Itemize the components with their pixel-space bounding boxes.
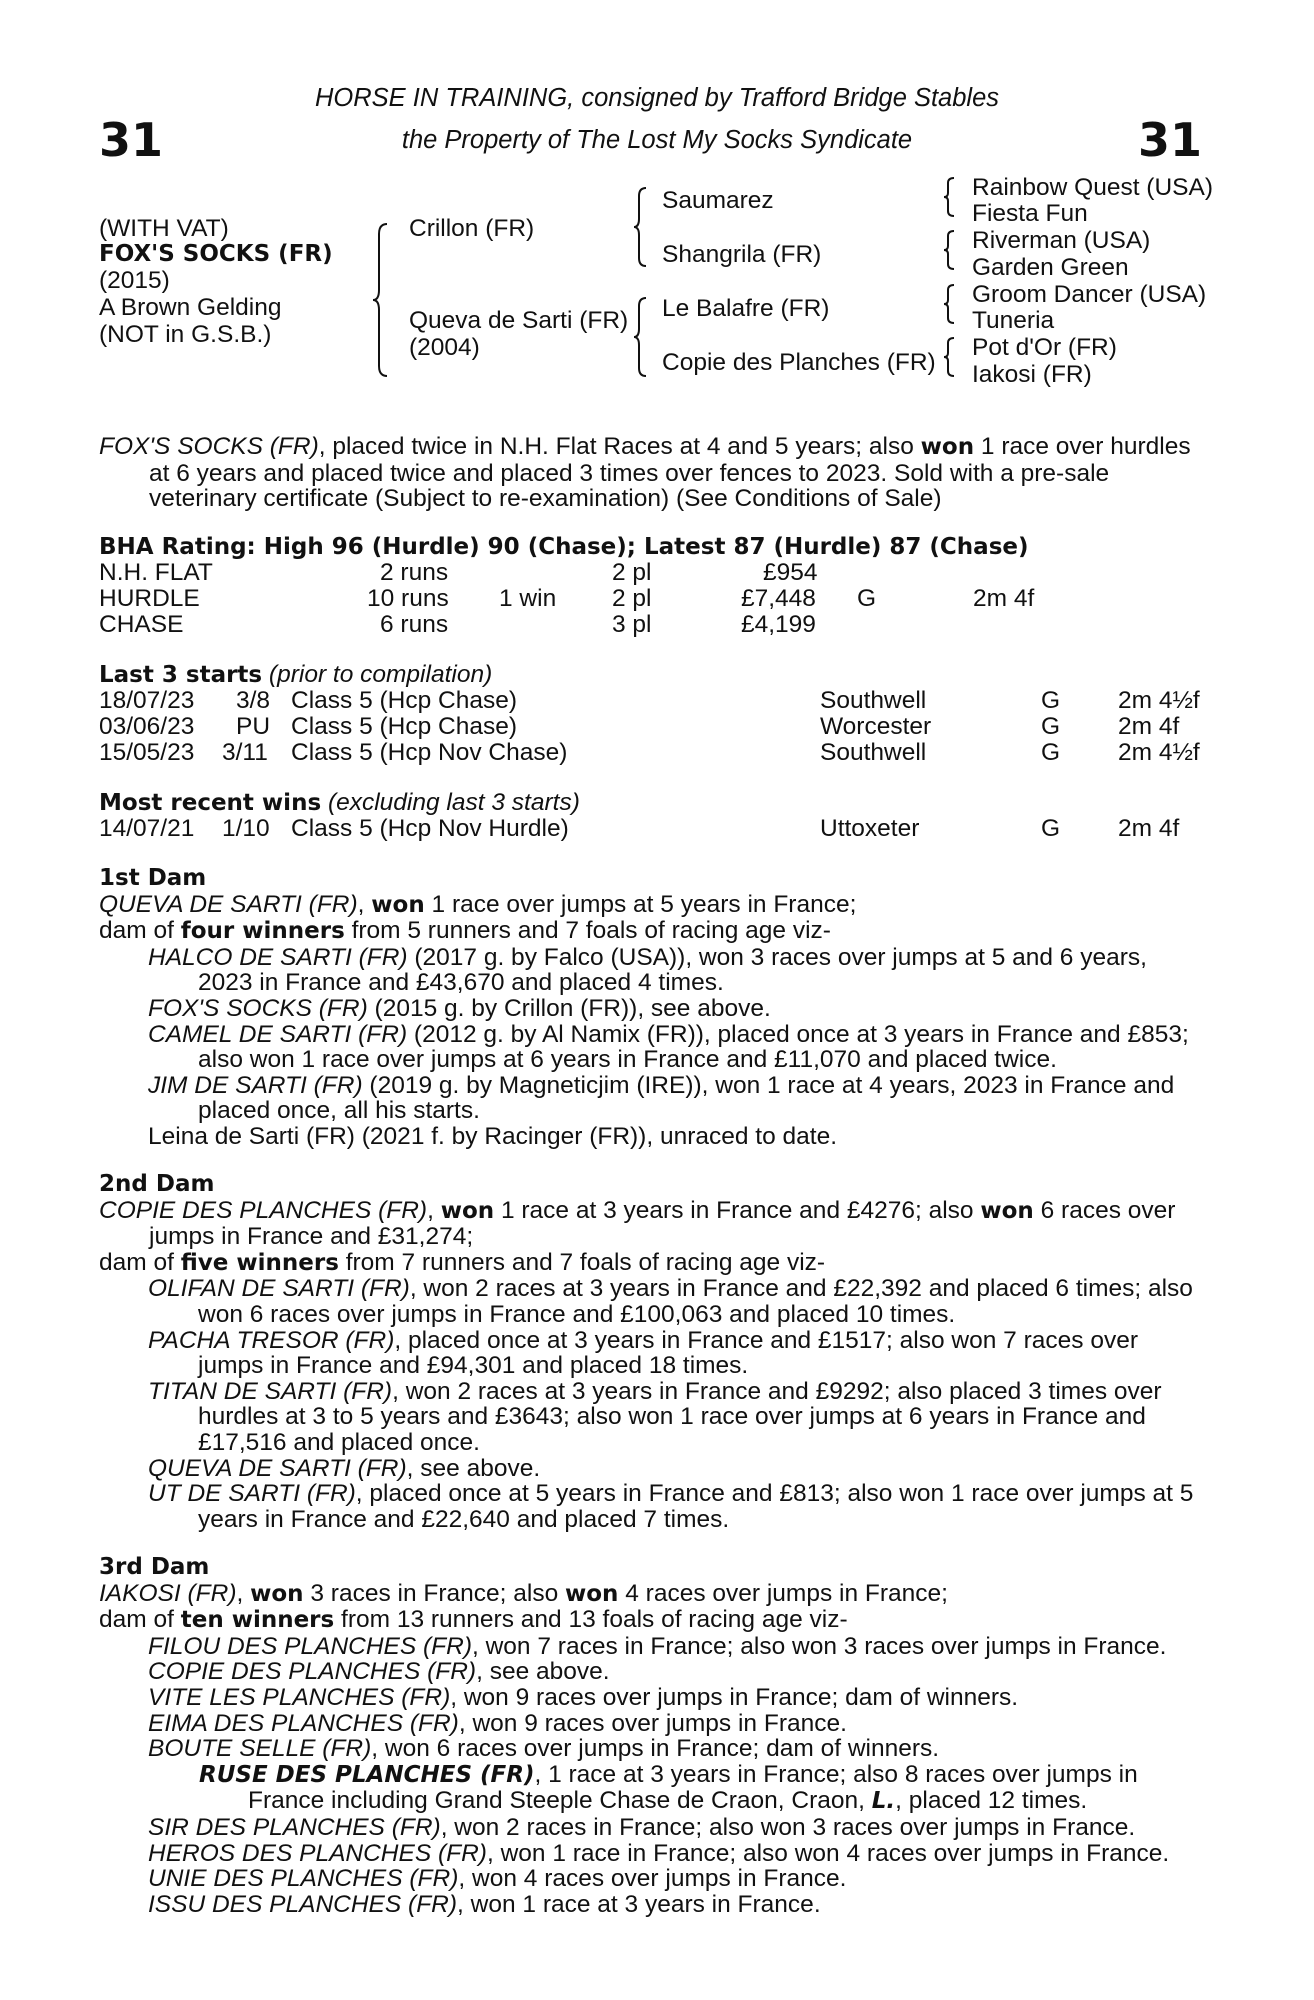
summary-text-2: 1 race over hurdles at 6 years and placed twice and placed 3 times over fences to 2023. Sold with a pre-sale veterinary certificate (Subject to re-examination) (See Conditions of Sale) [149,433,1191,513]
pedigree-sire-sire: Saumarez [662,187,774,214]
start-distance: 2m 4½f [1118,739,1200,766]
start-distance: 2m 4f [1118,713,1180,740]
progeny-text: , won 2 races at 3 years in France and £22,392 and placed 6 times; also won 6 races over jumps in France and £100,063 and placed 10 times. [198,1275,1193,1328]
start-date: 15/05/23 [99,739,195,766]
progeny-name: SIR DES PLANCHES (FR) [148,1813,441,1841]
win-going: G [1041,815,1061,842]
third-dam-record [99,1581,1204,1608]
pedigree-brace-main [373,222,393,378]
win-race: Class 5 (Hcp Nov Hurdle) [291,815,569,842]
progeny-text: , won 2 races at 3 years in France and £9292; also placed 3 times over hurdles at 3 to 5 years and £3643; also won 1 race over jumps at 6 years in France and £17,516 and placed once. [198,1377,1162,1456]
pedigree-brace-g3-4 [944,336,956,378]
third-dam-section [99,1555,1204,1917]
text: 1 race at 3 years in France and £4276; also [494,1196,981,1224]
start-going: G [1041,713,1061,740]
progeny-name: TITAN DE SARTI (FR) [148,1377,393,1405]
list-item [99,1841,1204,1867]
pedigree-dam: Queva de Sarti (FR) [409,307,629,334]
start-course: Southwell [820,739,927,766]
recent-wins-title: Most recent wins [99,790,322,816]
winners-count: five winners [180,1249,339,1276]
pedigree-sire-dam: Shangrila (FR) [662,241,822,268]
rating-wins: 1 win [499,585,557,612]
pedigree-dam-dam: Copie des Planches (FR) [662,349,936,376]
list-item [99,1276,1204,1327]
progeny-name: PACHA TRESOR (FR) [148,1326,395,1354]
list-item [99,1328,1204,1379]
won-label: won [440,1197,495,1224]
pedigree-g3-8: Iakosi (FR) [972,361,1092,388]
pedigree-g3-5: Groom Dancer (USA) [972,281,1207,308]
rating-placed: 3 pl [612,611,652,638]
third-dam-heading: 3rd Dam [99,1554,210,1580]
text: , [236,1579,251,1607]
rating-type: CHASE [99,611,184,638]
pedigree-g3-6: Tuneria [972,307,1055,334]
progeny-text: , see above. [406,1454,541,1482]
pedigree-dam-sire: Le Balafre (FR) [662,295,830,322]
progeny-name: FILOU DES PLANCHES (FR) [148,1632,472,1660]
start-position: 3/8 [236,687,271,714]
progeny-text: , won 2 races in France; also won 3 races over jumps in France. [440,1813,1136,1841]
list-item [99,1481,1204,1532]
progeny-text: , won 6 races over jumps in France; dam of winners. [371,1735,940,1763]
rating-runs: 10 runs [367,585,449,612]
rating-prize: £954 [763,559,818,586]
start-date: 18/07/23 [99,687,195,714]
progeny-name: VITE LES PLANCHES (FR) [148,1683,451,1711]
third-dam-produce [99,1607,1204,1634]
text: from 5 runners and 7 foals of racing age viz- [344,917,831,945]
lot-number-right: 31 [1137,113,1202,167]
progeny-text: , won 9 races over jumps in France; dam of winners. [450,1683,1019,1711]
progeny-text: , won 4 races over jumps in France. [458,1865,847,1893]
text: 4 races over jumps in France; [618,1579,948,1607]
vat-note: (WITH VAT) [99,215,229,242]
start-date: 03/06/23 [99,713,195,740]
list-item [99,1073,1204,1124]
list-item [99,1659,1204,1685]
text: dam of [99,1606,181,1634]
last-3-starts-title: Last 3 starts [99,662,263,688]
progeny-text: (2015 g. by Crillon (FR)), see above. [367,994,771,1022]
list-item [99,1634,1204,1660]
list-item [99,1456,1204,1482]
pedigree-g3-4: Garden Green [972,254,1129,281]
summary-won: won [920,434,975,460]
horse-year: (2015) [99,267,170,294]
win-position: 1/10 [222,815,270,842]
text: , 1 race at 3 years in France; also 8 races over jumps in France including Grand Steeple Chase de Craon, Craon, [248,1760,1138,1815]
list-item [99,1815,1204,1841]
second-dam-produce [99,1250,1204,1277]
rating-placed: 2 pl [612,559,652,586]
progeny-text: (2017 g. by Falco (USA)), won 3 races over jumps at 5 and 6 years, 2023 in France and £43,670 and placed 4 times. [198,943,1147,997]
list-item [99,945,1204,996]
win-course: Uttoxeter [820,815,920,842]
won-label: won [565,1580,619,1607]
progeny-text: (2019 g. by Magneticjim (IRE)), won 1 race at 4 years, 2023 in France and placed once, all his starts. [198,1071,1175,1125]
horse-name: FOX'S SOCKS (FR) [99,241,333,267]
pedigree-sire: Crillon (FR) [409,215,535,242]
list-item [99,1379,1204,1456]
progeny-text: , won 1 race at 3 years in France. [457,1890,821,1918]
gsb-note: (NOT in G.S.B.) [99,321,272,348]
winners-count: four winners [180,918,345,945]
text: , placed 12 times. [895,1787,1088,1815]
first-dam-name: QUEVA DE SARTI (FR) [99,890,358,918]
start-race: Class 5 (Hcp Chase) [291,687,518,714]
start-course: Worcester [820,713,932,740]
progeny-text: , placed once at 5 years in France and £813; also won 1 race over jumps at 5 years in France and £22,640 and placed 7 times. [198,1480,1194,1533]
race-grade: L. [871,1788,896,1815]
text: dam of [99,917,181,945]
progeny-name: UT DE SARTI (FR) [148,1480,356,1508]
text: , [427,1196,441,1224]
progeny-name: CAMEL DE SARTI (FR) [148,1020,408,1048]
header-property: the Property of The Lost My Socks Syndicate [401,126,913,154]
progeny-text: , placed once at 3 years in France and £1517; also won 7 races over jumps in France and £94,301 and placed 18 times. [198,1326,1138,1380]
second-dam-section [99,1172,1204,1532]
bha-rating-heading: BHA Rating: High 96 (Hurdle) 90 (Chase); Latest 87 (Hurdle) 87 (Chase) [99,534,1029,560]
progeny-text: , won 9 races over jumps in France. [458,1709,847,1737]
rating-type: HURDLE [99,585,200,612]
rating-prize: £7,448 [741,585,816,612]
rating-runs: 6 runs [380,611,449,638]
recent-wins-heading [99,790,580,817]
progeny-name: FOX'S SOCKS (FR) [148,994,368,1022]
pedigree-brace-g3-3 [944,283,956,325]
start-race: Class 5 (Hcp Chase) [291,713,518,740]
start-going: G [1041,739,1061,766]
progeny-name: JIM DE SARTI (FR) [148,1071,363,1099]
list-item [99,1866,1204,1892]
pedigree-g3-7: Pot d'Or (FR) [972,334,1117,361]
text: from 13 runners and 13 foals of racing age viz- [334,1606,848,1634]
text: dam of [99,1248,181,1276]
third-dam-name: IAKOSI (FR) [99,1579,237,1607]
pedigree-brace-sire [634,186,650,268]
win-distance: 2m 4f [1118,815,1180,842]
list-item [99,1711,1204,1737]
rating-placed: 2 pl [612,585,652,612]
win-date: 14/07/21 [99,815,195,842]
first-dam-produce [99,918,1204,945]
pedigree-g3-2: Fiesta Fun [972,200,1088,227]
text: 6 races over jumps in France and £31,274; [149,1196,1176,1251]
recent-wins-note: (excluding last 3 starts) [321,789,580,816]
progeny-name: BOUTE SELLE (FR) [148,1735,372,1763]
first-dam-record [99,892,1204,919]
pedigree-g3-3: Riverman (USA) [972,227,1151,254]
progeny-text: (2012 g. by Al Namix (FR)), placed once at 3 years in France and £853; also won 1 race over jumps at 6 years in France and £11,070 and placed twice. [198,1020,1189,1074]
list-item [99,1022,1204,1073]
list-item [99,1736,1204,1762]
start-position: PU [236,713,271,740]
start-position: 3/11 [222,739,268,766]
progeny-name: HEROS DES PLANCHES (FR) [148,1839,487,1867]
start-going: G [1041,687,1061,714]
text: , [357,890,372,918]
first-dam-heading: 1st Dam [99,865,207,891]
second-dam-record [99,1198,1204,1250]
lot-number-left: 31 [99,113,164,167]
rating-distance: 2m 4f [973,585,1035,612]
text: 1 race over jumps at 5 years in France; [424,890,857,918]
won-label: won [250,1580,304,1607]
first-dam-section [99,866,1204,1150]
rating-runs: 2 runs [380,559,449,586]
rating-type: N.H. FLAT [99,559,213,586]
won-label: won [371,891,425,918]
pedigree-dam-year: (2004) [409,334,480,361]
start-course: Southwell [820,687,927,714]
second-dam-name: COPIE DES PLANCHES (FR) [99,1196,428,1224]
summary-text-1: , placed twice in N.H. Flat Races at 4 and 5 years; also [318,433,921,460]
horse-description: A Brown Gelding [99,294,282,321]
progeny-name: COPIE DES PLANCHES (FR) [148,1658,477,1686]
grandprogeny-name: RUSE DES PLANCHES (FR) [199,1761,535,1788]
list-item [99,996,1204,1022]
pedigree-brace-dam [634,296,650,378]
progeny-name: UNIE DES PLANCHES (FR) [148,1865,459,1893]
rating-going: G [857,585,877,612]
list-item: Leina de Sarti (FR) (2021 f. by Racinger (FR)), unraced to date. [148,1122,838,1150]
progeny-text: , won 1 race in France; also won 4 races over jumps in France. [486,1839,1170,1867]
summary-horse-name: FOX'S SOCKS (FR) [99,433,319,460]
won-label: won [980,1197,1034,1224]
winners-count: ten winners [180,1607,335,1634]
list-item [99,1685,1204,1711]
progeny-name: ISSU DES PLANCHES (FR) [148,1890,458,1918]
text: 3 races in France; also [303,1579,565,1607]
header-consignor: HORSE IN TRAINING, consigned by Trafford Bridge Stables [314,84,1000,112]
summary-paragraph [99,434,1204,512]
pedigree-brace-g3-2 [944,229,956,271]
progeny-name: HALCO DE SARTI (FR) [148,943,408,971]
list-item [99,1892,1204,1918]
rating-prize: £4,199 [741,611,816,638]
grandprogeny-item [99,1762,1204,1815]
progeny-text: , won 7 races in France; also won 3 races over jumps in France. [472,1632,1167,1660]
last-3-starts-heading [99,662,492,689]
start-distance: 2m 4½f [1118,687,1200,714]
progeny-name: QUEVA DE SARTI (FR) [148,1454,407,1482]
second-dam-heading: 2nd Dam [99,1171,215,1197]
start-race: Class 5 (Hcp Nov Chase) [291,739,568,766]
pedigree-brace-g3-1 [944,176,956,218]
text: from 7 runners and 7 foals of racing age viz- [338,1248,826,1276]
progeny-text: , see above. [476,1658,610,1686]
pedigree-g3-1: Rainbow Quest (USA) [972,174,1214,201]
progeny-name: OLIFAN DE SARTI (FR) [148,1275,410,1303]
last-3-starts-note: (prior to compilation) [262,661,493,688]
progeny-name: EIMA DES PLANCHES (FR) [148,1709,459,1737]
